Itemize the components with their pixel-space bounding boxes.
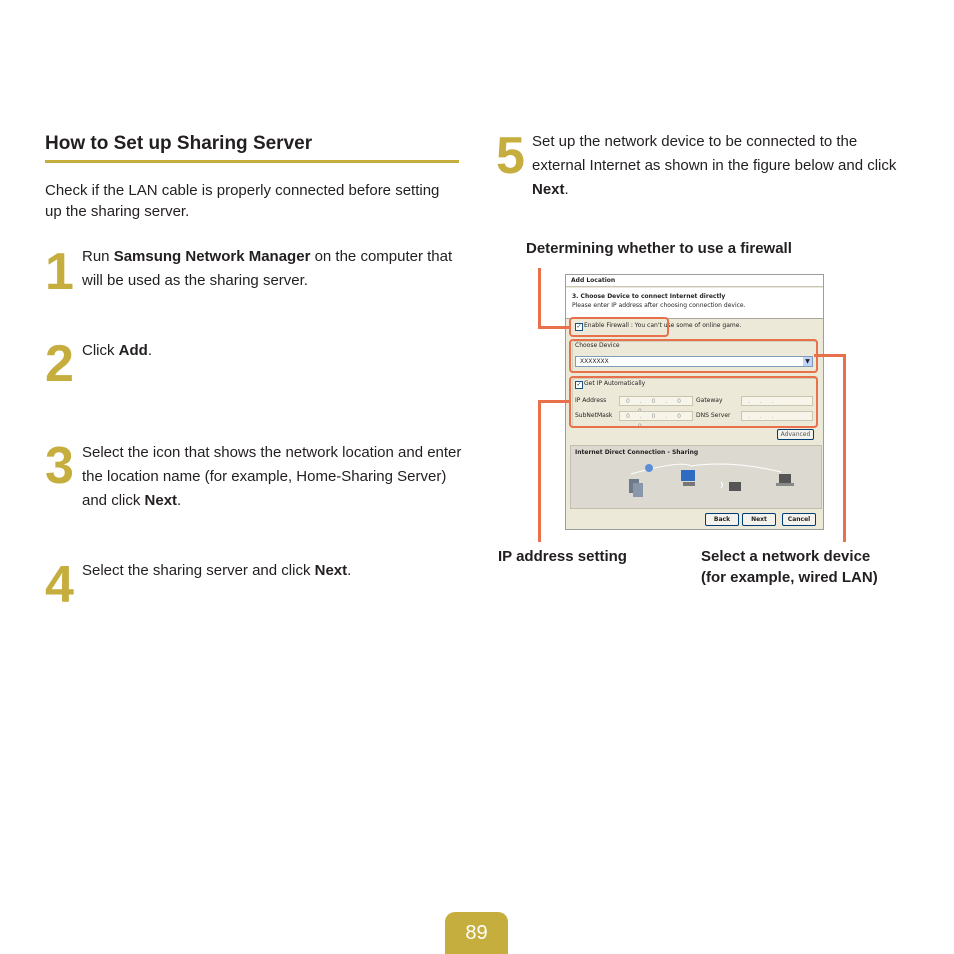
step-2-text: Click Add. [82,342,153,359]
get-ip-checkbox[interactable]: ✓ [576,381,582,388]
get-ip-label: Get IP Automatically [584,380,646,387]
choose-device-label: Choose Device [575,342,620,349]
dialog-header [566,288,823,319]
gateway-field[interactable]: . . . [741,396,813,406]
title-underline [45,160,459,163]
firewall-caption: Determining whether to use a firewall [526,240,792,257]
laptop-icon [776,474,794,486]
dialog-title: Add Location [566,275,823,287]
ip-address-label: IP Address [575,397,607,404]
firewall-highlight [569,317,669,337]
next-button[interactable]: Next [742,513,776,526]
cancel-button[interactable]: Cancel [782,513,816,526]
ip-callout-line [538,400,541,542]
diagram-label: Internet Direct Connection - Sharing [575,449,699,456]
device-select-value: XXXXXXX [580,358,609,365]
wireless-device-icon [721,482,741,491]
firewall-callout-line [538,268,541,328]
firewall-callout-line-h [538,326,571,329]
ip-highlight [569,376,818,428]
device-callout-line-h [814,354,846,357]
network-diagram-svg [571,446,821,508]
ip-setting-caption: IP address setting [498,548,627,565]
gateway-label: Gateway [696,397,723,404]
firewall-checkbox[interactable]: ✓ [576,323,582,330]
ip-callout-line-h [538,400,571,403]
step-2-number: 2 [45,335,74,393]
chevron-down-icon[interactable]: ▼ [803,357,812,366]
step-1-number: 1 [45,243,74,301]
step-3-text: Select the icon that shows the network location and enter the location name (for example, Home-Sharing Server) and click Next. [82,444,462,509]
step-5-number: 5 [496,127,525,185]
dns-field[interactable]: . . . [741,411,813,421]
dialog-subheading: Please enter IP address after choosing connection device. [572,302,746,309]
step-4-text: Select the sharing server and click Next. [82,562,352,579]
device-highlight [569,339,818,373]
page-number: 89 [445,912,508,954]
back-button[interactable]: Back [705,513,739,526]
advanced-button[interactable]: Advanced [777,429,814,440]
firewall-checkbox-label: Enable Firewall : You can't use some of online game. [584,322,742,329]
step-5-text: Set up the network device to be connected to the external Internet as shown in the figure below and click Next. [532,133,897,198]
server-icon [629,479,643,497]
subnet-field[interactable]: 0 . 0 . 0 . 0 [619,411,693,421]
step-1-text: Run Samsung Network Manager on the computer that will be used as the sharing server. [82,248,453,289]
device-callout-line [843,354,846,542]
dns-label: DNS Server [696,412,731,419]
dialog-heading: 3. Choose Device to connect Internet directly [572,293,726,300]
computer-icon [681,470,695,486]
step-4-number: 4 [45,556,74,614]
step-3-number: 3 [45,437,74,495]
intro-text: Check if the LAN cable is properly connected before setting up the sharing server. [45,182,440,220]
subnet-label: SubNetMask [575,412,613,419]
ip-address-field[interactable]: 0 . 0 . 0 [619,396,693,406]
section-title: How to Set up Sharing Server [45,133,313,154]
device-caption: Select a network device (for example, wired LAN) [701,548,878,586]
sharing-diagram [570,445,822,509]
internet-globe-icon [645,464,653,472]
